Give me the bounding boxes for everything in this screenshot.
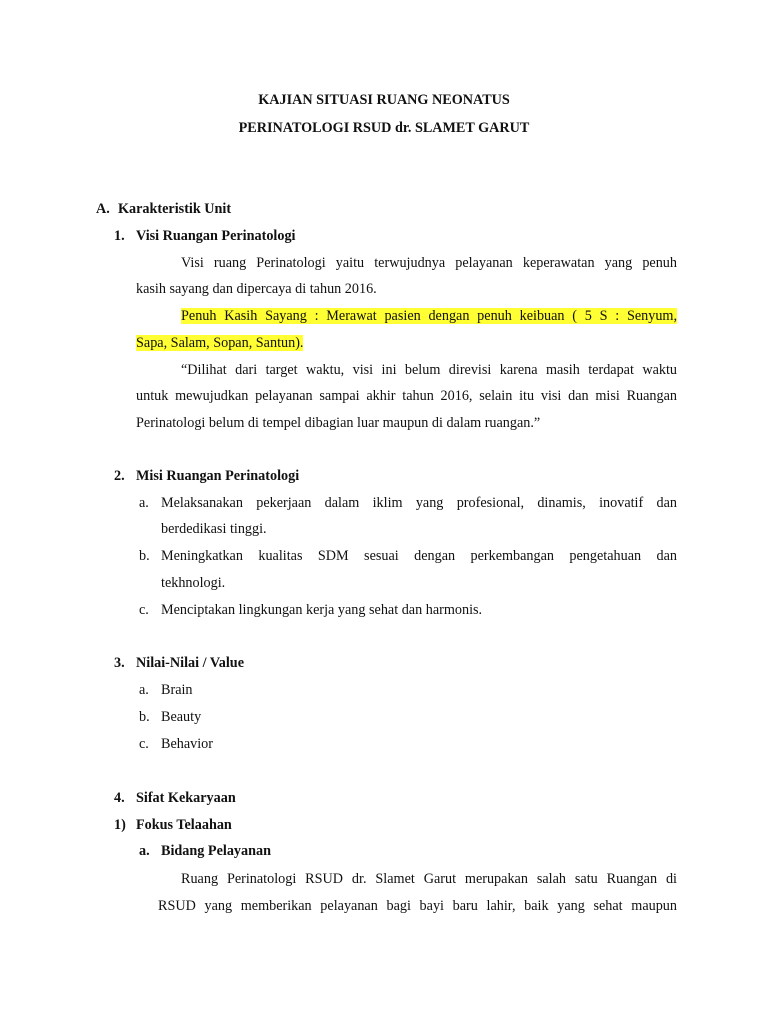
list-marker: c. <box>139 736 149 752</box>
nilai-marker: 3. <box>114 655 125 671</box>
fokus-heading: Fokus Telaahan <box>136 817 232 833</box>
nilai-heading: Nilai-Nilai / Value <box>136 655 244 671</box>
sifat-marker: 4. <box>114 790 125 806</box>
list-marker: c. <box>139 602 149 618</box>
section-a-marker: A. <box>96 201 110 217</box>
bidang-paragraph-line: Ruang Perinatologi RSUD dr. Slamet Garut merupakan salah satu Ruangan di <box>181 871 677 887</box>
list-item: Behavior <box>161 736 214 752</box>
visi-marker: 1. <box>114 228 125 244</box>
document-title-line1: KAJIAN SITUASI RUANG NEONATUS <box>258 92 510 108</box>
section-a-heading: Karakteristik Unit <box>118 201 232 217</box>
misi-heading: Misi Ruangan Perinatologi <box>136 468 300 484</box>
document-title-line2: PERINATOLOGI RSUD dr. SLAMET GARUT <box>238 120 530 136</box>
visi-note-line: Perinatologi belum di tempel dibagian luar maupun di dalam ruangan.” <box>136 415 541 431</box>
visi-note-line: untuk mewujudkan pelayanan sampai akhir tahun 2016, selain itu visi dan misi Ruangan <box>136 388 677 404</box>
list-item-continuation: tekhnologi. <box>161 575 226 591</box>
list-item: Melaksanakan pekerjaan dalam iklim yang profesional, dinamis, inovatif dan <box>161 495 677 511</box>
highlighted-text-line <box>181 308 677 325</box>
fokus-marker: 1) <box>114 817 126 833</box>
bidang-marker: a. <box>139 843 150 859</box>
misi-marker: 2. <box>114 468 125 484</box>
sifat-heading: Sifat Kekaryaan <box>136 790 236 806</box>
list-item: Brain <box>161 682 193 698</box>
list-item: Meningkatkan kualitas SDM sesuai dengan perkembangan pengetahuan dan <box>161 548 677 564</box>
list-marker: b. <box>139 548 150 564</box>
bidang-heading: Bidang Pelayanan <box>161 843 271 859</box>
list-item: Beauty <box>161 709 202 725</box>
highlighted-text-line <box>136 335 303 352</box>
highlight: Sapa, Salam, Sopan, Santun). <box>136 335 304 351</box>
visi-paragraph-line: kasih sayang dan dipercaya di tahun 2016. <box>136 281 377 297</box>
list-marker: b. <box>139 709 150 725</box>
bidang-paragraph-line: RSUD yang memberikan pelayanan bagi bayi baru lahir, baik yang sehat maupun <box>158 898 677 914</box>
list-item-continuation: berdedikasi tinggi. <box>161 521 267 537</box>
list-marker: a. <box>139 495 149 511</box>
visi-heading: Visi Ruangan Perinatologi <box>136 228 296 244</box>
list-marker: a. <box>139 682 149 698</box>
visi-paragraph-line: Visi ruang Perinatologi yaitu terwujudnya pelayanan keperawatan yang penuh <box>181 255 677 271</box>
visi-note-line: “Dilihat dari target waktu, visi ini belum direvisi karena masih terdapat waktu <box>181 362 677 378</box>
list-item: Menciptakan lingkungan kerja yang sehat dan harmonis. <box>161 602 483 618</box>
highlight: Penuh Kasih Sayang : Merawat pasien dengan penuh keibuan ( 5 S : Senyum, <box>181 308 677 324</box>
